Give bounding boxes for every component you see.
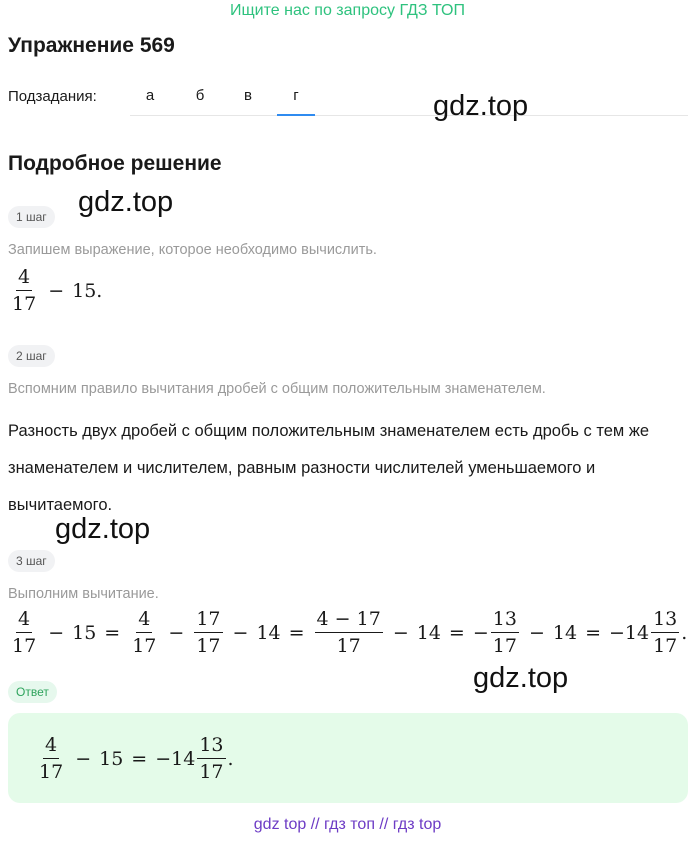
fraction: $\frac{13}{17}$ <box>653 608 678 657</box>
rule-text: Разность двух дробей с общим положительным знаменателем есть дробь с тем же знаменателем и числителем, равным разности числителей уменьшаемого и вычитаемого. <box>8 422 650 514</box>
fraction: $\frac{13}{17}$ <box>492 608 517 657</box>
top-banner: Ищите нас по запросу ГДЗ ТОП <box>230 2 465 19</box>
watermark: gdz.top <box>55 513 151 545</box>
step-hint: Вспомним правило вычитания дробей с общим положительным знаменателем. <box>8 381 546 397</box>
answer-badge: Ответ <box>8 681 57 703</box>
page-title: Упражнение 569 <box>8 34 175 57</box>
step-formula: $\frac{4}{17}$ − 15 . <box>12 266 103 315</box>
footer-text: gdz top // гдз топ // гдз top <box>253 816 442 833</box>
watermark: gdz.top <box>433 90 529 122</box>
step-badge: 2 шаг <box>8 345 55 367</box>
tab-b[interactable]: б <box>195 87 205 104</box>
fraction: $\frac{4}{17}$ <box>12 608 37 657</box>
fraction: $\frac{4 - 17}{17}$ <box>316 608 381 657</box>
fraction: $\frac{13}{17}$ <box>199 734 224 783</box>
subtasks-tabs <box>130 86 688 116</box>
tab-v[interactable]: в <box>244 87 252 104</box>
fraction: $\frac{4}{17}$ <box>12 266 37 315</box>
watermark: gdz.top <box>473 662 569 694</box>
tab-g[interactable]: г <box>277 86 315 116</box>
tab-a[interactable]: а <box>145 87 155 104</box>
step-badge: 1 шаг <box>8 206 55 228</box>
answer-formula: $\frac{4}{17}$ − 15 = −14 $\frac{13}{17}$ . <box>39 734 234 783</box>
subtasks-label: Подзадания: <box>8 88 97 105</box>
step-hint: Запишем выражение, которое необходимо вычислить. <box>8 242 377 258</box>
step-formula: $\frac{4}{17}$ − 15 = $\frac{4}{17}$ − $\frac{17}{17}$ − 14 = $\frac{4 - 17}{17}$ − 14 = − $\frac{13}{17}$ − 14 = −14 $\frac{13}{17}$ . <box>12 608 688 657</box>
solution-title: Подробное решение <box>8 152 222 175</box>
fraction: $\frac{17}{17}$ <box>196 608 221 657</box>
step-badge: 3 шаг <box>8 550 55 572</box>
fraction: $\frac{4}{17}$ <box>132 608 157 657</box>
watermark: gdz.top <box>78 186 174 218</box>
step-hint: Выполним вычитание. <box>8 586 159 602</box>
fraction: $\frac{4}{17}$ <box>39 734 64 783</box>
